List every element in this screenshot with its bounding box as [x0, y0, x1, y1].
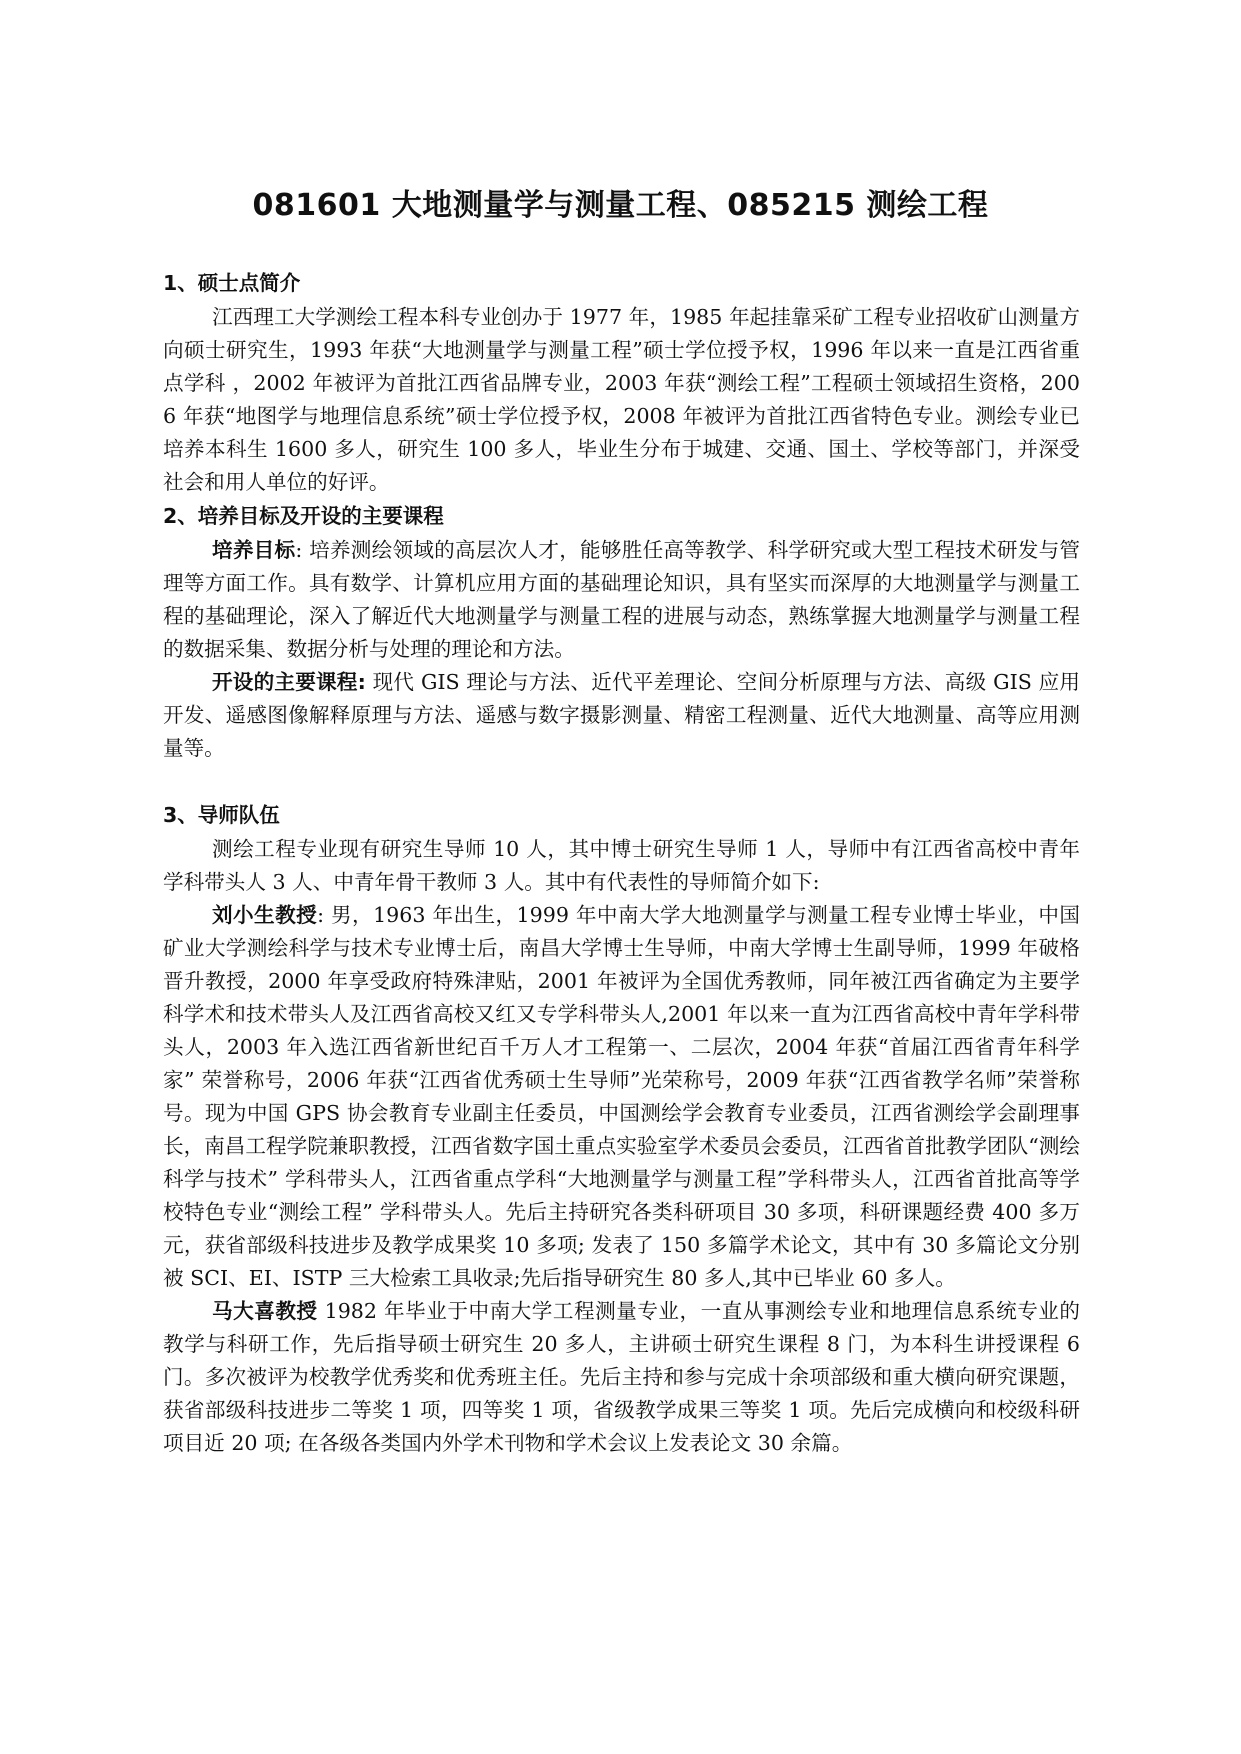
section-heading: 3、导师队伍: [163, 803, 280, 827]
section-heading: 2、培养目标及开设的主要课程: [163, 504, 444, 528]
paragraph-text: : 男，1963 年出生，1999 年中南大学大地测量学与测量工程专业博士毕业，中国矿业大学测绘科学与技术专业博士后，南昌大学博士生导师，中南大学博士生副导师，1999 年破格晋升教授，2000 年享受政府特殊津贴，2001 年被评为全国优秀教师，同年被江西省确定为主要学科学术和技术带头人及江西省高校又红又专学科带头人,2001 年以来一直为江西省高校中青年学科带头人，2003 年入选江西省新世纪百千万人才工程第一、二层次，2004 年获“首届江西省青年科学家” 荣誉称号，2006 年获“江西省优秀硕士生导师”光荣称号，2009 年获“江西省教学名师”荣誉称号。现为中国 GPS 协会教育专业副主任委员，中国测绘学会教育专业委员，江西省测绘学会副理事长，南昌工程学院兼职教授，江西省数字国土重点实验室学术委员会委员，江西省首批教学团队“测绘科学与技术” 学科带头人，江西省重点学科“大地测量学与测量工程”学科带头人，江西省首批高等学校特色专业“测绘工程” 学科带头人。先后主持研究各类科研项目 30 多项，科研课题经费 400 多万元，获省部级科技进步及教学成果奖 10 多项; 发表了 150 多篇学术论文，其中有 30 多篇论文分别被 SCI、EI、ISTP 三大检索工具收录;先后指导研究生 80 多人,其中已毕业 60 多人。: [163, 903, 1080, 1290]
paragraph-text: 现代 GIS 理论与方法、近代平差理论、空间分析原理与方法、高级 GIS 应用开发、遥感图像解释原理与方法、遥感与数字摄影测量、精密工程测量、近代大地测量、高等应用测量等。: [163, 670, 1080, 760]
paragraph: [163, 1295, 1080, 1460]
paragraph-text: 1982 年毕业于中南大学工程测量专业，一直从事测绘专业和地理信息系统专业的教学与科研工作，先后指导硕士研究生 20 多人，主讲硕士研究生课程 8 门，为本科生讲授课程 6 门。多次被评为校教学优秀奖和优秀班主任。先后主持和参与完成十余项部级和重大横向研究课题，获省部级科技进步二等奖 1 项，四等奖 1 项，省级教学成果三等奖 1 项。先后完成横向和校级科研项目近 20 项; 在各级各类国内外学术刊物和学术会议上发表论文 30 余篇。: [163, 1299, 1081, 1455]
paragraph-lead: 刘小生教授: [212, 903, 318, 927]
paragraph-text: : 培养测绘领域的高层次人才，能够胜任高等教学、科学研究或大型工程技术研发与管理等方面工作。具有数学、计算机应用方面的基础理论知识，具有坚实而深厚的大地测量学与测量工程的基础理论，深入了解近代大地测量学与测量工程的进展与动态，熟练掌握大地测量学与测量工程的数据采集、数据分析与处理的理论和方法。: [163, 538, 1081, 661]
section-supervisors: [163, 798, 1080, 1460]
paragraph-text: 测绘工程专业现有研究生导师 10 人，其中博士研究生导师 1 人，导师中有江西省高校中青年学科带头人 3 人、中青年骨干教师 3 人。其中有代表性的导师简介如下:: [163, 837, 1080, 894]
paragraph-lead: 开设的主要课程:: [212, 670, 366, 694]
paragraph: [163, 534, 1080, 666]
section-spacer: [163, 765, 1080, 798]
document-body: [163, 266, 1080, 1460]
paragraph: [163, 899, 1080, 1295]
paragraph-text: 江西理工大学测绘工程本科专业创办于 1977 年，1985 年起挂靠采矿工程专业招收矿山测量方向硕士研究生，1993 年获“大地测量学与测量工程”硕士学位授予权，1996 年以来一直是江西省重点学科 ，2002 年被评为首批江西省品牌专业，2003 年获“测绘工程”工程硕士领域招生资格，2006 年获“地图学与地理信息系统”硕士学位授予权，2008 年被评为首批江西省特色专业。测绘专业已培养本科生 1600 多人，研究生 100 多人，毕业生分布于城建、交通、国土、学校等部门，并深受社会和用人单位的好评。: [163, 305, 1080, 494]
paragraph: [163, 833, 1080, 899]
document-title: 081601 大地测量学与测量工程、085215 测绘工程: [252, 188, 989, 223]
paragraph-lead: 培养目标: [212, 538, 296, 562]
paragraph: [163, 666, 1080, 765]
section-introduction: [163, 266, 1080, 499]
paragraph-lead: 马大喜教授: [212, 1299, 318, 1323]
paragraph: [163, 301, 1080, 499]
section-training-goals: [163, 499, 1080, 765]
section-heading: 1、硕士点简介: [163, 271, 301, 295]
